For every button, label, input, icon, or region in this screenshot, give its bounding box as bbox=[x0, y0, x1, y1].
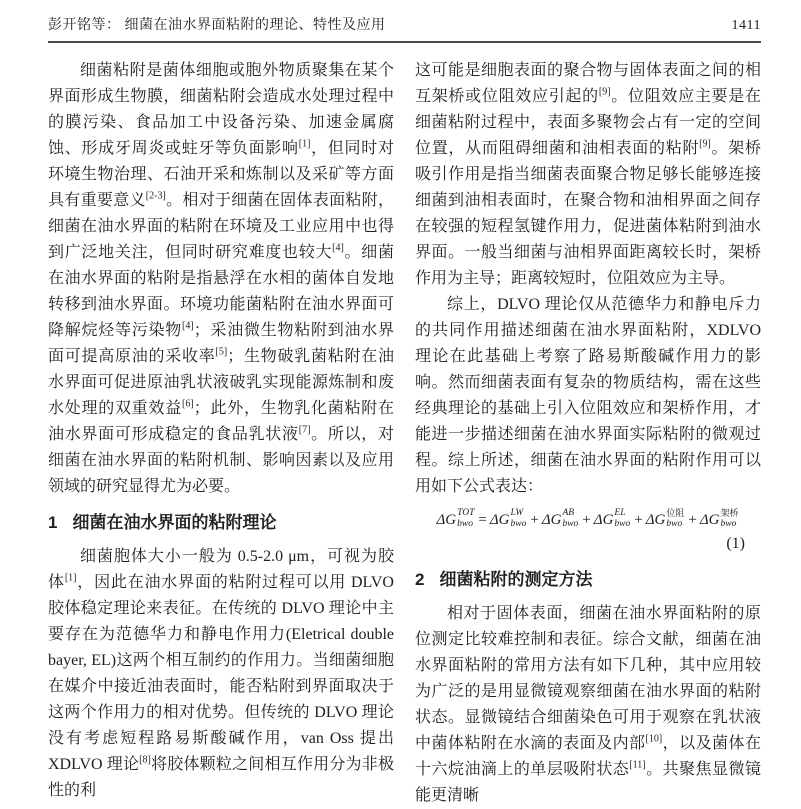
citation-ref: [7] bbox=[298, 424, 311, 436]
text-run: 。架桥吸引作用是指当细菌表面聚合物足够长能够连接细菌到油相表面时，在聚合物和油相界面之间存在较强的短程氢键作用力，促进菌体粘附到油水界面。一般当细菌与油相界面距离较长时，架桥作用为主导；距离较短时，位阻效应为主导。 bbox=[415, 140, 761, 287]
left-column bbox=[48, 58, 394, 809]
citation-ref: [2-3] bbox=[145, 190, 166, 202]
citation-ref: [10] bbox=[645, 733, 663, 745]
citation-ref: [11] bbox=[629, 759, 646, 771]
section-number: 1 bbox=[48, 513, 58, 532]
paragraph-intro bbox=[48, 58, 394, 500]
equation-term-steric: ΔG 位阻 bwo bbox=[645, 508, 685, 529]
text-run: 这可能是细胞表面的聚合物与固体表面之间的相互架桥或位阻效应引起的 bbox=[415, 62, 761, 105]
citation-ref: [1] bbox=[64, 572, 77, 584]
text-run: 。位阻效应主要是在细菌粘附过程中，表面多聚物会占有一定的空间位置，从而阻碍细菌和油相表面的粘附 bbox=[415, 88, 761, 157]
citation-ref: [9] bbox=[598, 86, 611, 98]
text-run: 综上，DLVO 理论仅从范德华力和静电斥力的共同作用描述细菌在油水界面粘附，XDLVO 理论在此基础上考察了路易斯酸碱作用力的影响。然而细菌表面有复杂的物质结构，需在这些经典理论的基础上引入位阻效应和架桥作用，才能进一步描述细菌在油水界面实际粘附的微观过程。综上所述，细菌在油水界面的粘附作用可以用如下公式表达： bbox=[415, 296, 761, 495]
two-column-body bbox=[48, 58, 761, 809]
running-title: 彭开铭等： 细菌在油水界面粘附的理论、特性及应用 bbox=[48, 18, 386, 33]
citation-ref: [4] bbox=[182, 320, 194, 332]
text-run: 细菌胞体大小一般为 0.5-2.0 μm，可视为胶体 bbox=[48, 548, 394, 591]
plus-sign: + bbox=[530, 512, 539, 528]
section-title: 细菌粘附的测定方法 bbox=[439, 570, 593, 589]
equation-lhs: ΔG TOT bwo bbox=[436, 508, 475, 529]
text-run: ，以及菌体在十六烷油滴上的单层吸附状态 bbox=[415, 735, 761, 778]
text-run: ；采油微生物粘附到油水界面可提高原油的采收率 bbox=[48, 322, 394, 365]
text-run: 。细菌在油水界面的粘附是指悬浮在水相的菌体自发地转移到油水界面。环境功能菌粘附在油水界面可降解烷烃等污染物 bbox=[48, 244, 394, 339]
equation-term-lw: ΔG LW bwo bbox=[489, 508, 527, 529]
equation-term-ab: ΔG AB bwo bbox=[541, 508, 579, 529]
text-run: 相对于固体表面，细菌在油水界面粘附的原位测定比较难控制和表征。综合文献，细菌在油水界面粘附的常用方法有如下几种，其中应用较为广泛的是用显微镜观察细菌在油水界面的粘附状态。显微镜结合细菌染色可用于观察在乳状液中菌体粘附在水滴的表面及内部 bbox=[415, 605, 761, 752]
plus-sign: + bbox=[582, 512, 591, 528]
citation-ref: [9] bbox=[699, 138, 711, 150]
equation-number: (1) bbox=[726, 535, 745, 552]
text-run: ，因此在油水界面的粘附过程可以用 DLVO 胶体稳定理论来表征。在传统的 DLVO 理论中主要存在为范德华力和静电作用力(Eletrical double bayer, EL)这两个相互制约的作用力。当细菌细胞在媒介中接近油表面时，能否粘附到界面取决于这两个作用力的相对优势。但传统的 DLVO 理论没有考虑短程路易斯酸碱作用，van Oss 提出 XDLVO 理论 bbox=[48, 574, 394, 773]
text-run: 。相对于细菌在固体表面粘附，细菌在油水界面的粘附在环境及工业应用中也得到广泛地关注，但同时研究难度也较大 bbox=[48, 192, 394, 261]
text-run: 。所以，对细菌在油水界面的粘附机制、影响因素以及应用领域的研究显得尤为必要。 bbox=[48, 426, 394, 495]
equals-sign: = bbox=[478, 512, 487, 528]
paragraph-summary bbox=[415, 292, 761, 500]
right-column bbox=[415, 58, 761, 809]
running-header bbox=[48, 14, 761, 43]
page-number: 1411 bbox=[731, 18, 761, 33]
section-2-heading bbox=[415, 568, 761, 592]
paragraph-continued bbox=[415, 58, 761, 292]
text-run: ；生物破乳菌粘附在油水界面可促进原油乳状液破乳实现能源炼制和废水处理的双重效益 bbox=[48, 348, 394, 417]
section-1-heading bbox=[48, 511, 394, 535]
text-run: ，但同时对环境生物治理、石油开采和炼制以及采矿等方面具有重要意义 bbox=[48, 140, 394, 209]
equation-1 bbox=[415, 509, 761, 531]
section-title: 细菌在油水界面的粘附理论 bbox=[72, 513, 277, 532]
citation-ref: [8] bbox=[139, 754, 151, 766]
plus-sign: + bbox=[634, 512, 643, 528]
equation-term-bridging: ΔG 架桥 bwo bbox=[699, 508, 739, 529]
section-number: 2 bbox=[415, 570, 425, 589]
equation-term-el: ΔG EL bwo bbox=[593, 508, 631, 529]
text-run: 。共聚焦显微镜能更清晰 bbox=[415, 761, 761, 804]
paragraph-methods bbox=[415, 601, 761, 809]
text-run: 将胶体颗粒之间相互作用分为非极性的利 bbox=[48, 756, 394, 799]
text-run: ；此外，生物乳化菌粘附在油水界面可形成稳定的食品乳状液 bbox=[48, 400, 394, 443]
citation-ref: [5] bbox=[215, 346, 228, 358]
text-run: 细菌粘附是菌体细胞或胞外物质聚集在某个界面形成生物膜，细菌粘附会造成水处理过程中的膜污染、食品加工中设备污染、加速金属腐蚀、形成牙周炎或蛀牙等负面影响 bbox=[48, 62, 394, 157]
plus-sign: + bbox=[688, 512, 697, 528]
paragraph-theory bbox=[48, 544, 394, 804]
citation-ref: [1] bbox=[298, 138, 311, 150]
citation-ref: [4] bbox=[332, 242, 344, 254]
citation-ref: [6] bbox=[182, 398, 194, 410]
